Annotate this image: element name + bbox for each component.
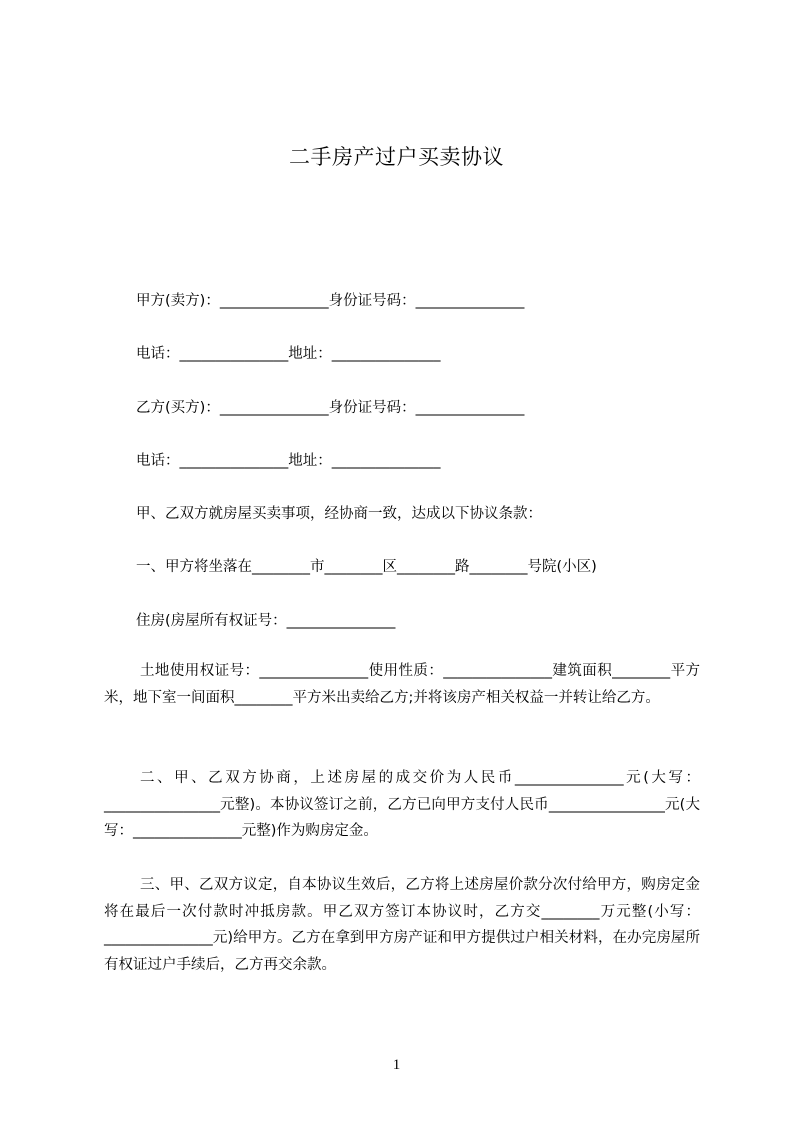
page-number: 1 [392, 1057, 401, 1073]
intro-line: 甲、乙双方就房屋买卖事项，经协商一致，达成以下协议条款： [136, 506, 542, 522]
clause1-location-line: 一、甲方将坐落在________市________区________路________号院(小区) [136, 559, 597, 575]
clause3-paragraph: 三、甲、乙双方议定，自本协议生效后，乙方将上述房屋价款分次付给甲方，购房定金将在最后一次付款时冲抵房款。甲乙双方签订本协议时，乙方交________万元整(小写：_______________元)给甲方。乙方在拿到甲方房产证和甲方提供过户相关材料，在办完房屋所有权证过户手续后，乙方再交余款。 [104, 877, 700, 973]
party-a-contact-line: 电话：_______________地址：_______________ [136, 346, 441, 362]
clause1-land-paragraph: 土地使用权证号：_______________使用性质：_______________建筑面积________平方米，地下室一间面积________平方米出卖给乙方;并将该房产相关权益一并转让给乙方。 [104, 663, 700, 706]
document-title: 二手房产过户买卖协议 [289, 145, 504, 169]
party-a-line: 甲方(卖方)：_______________身份证号码：_______________ [136, 293, 525, 309]
party-b-contact-line: 电话：_______________地址：_______________ [136, 453, 441, 469]
clause1-cert-line: 住房(房屋所有权证号：_______________ [136, 613, 396, 629]
party-b-line: 乙方(买方)：_______________身份证号码：_______________ [136, 400, 525, 416]
clause2-paragraph: 二、甲、乙双方协商，上述房屋的成交价为人民币_______________元(大写：________________元整)。本协议签订之前，乙方已向甲方支付人民币________________元(大写：_______________元整)作为购房定金。 [104, 770, 700, 839]
